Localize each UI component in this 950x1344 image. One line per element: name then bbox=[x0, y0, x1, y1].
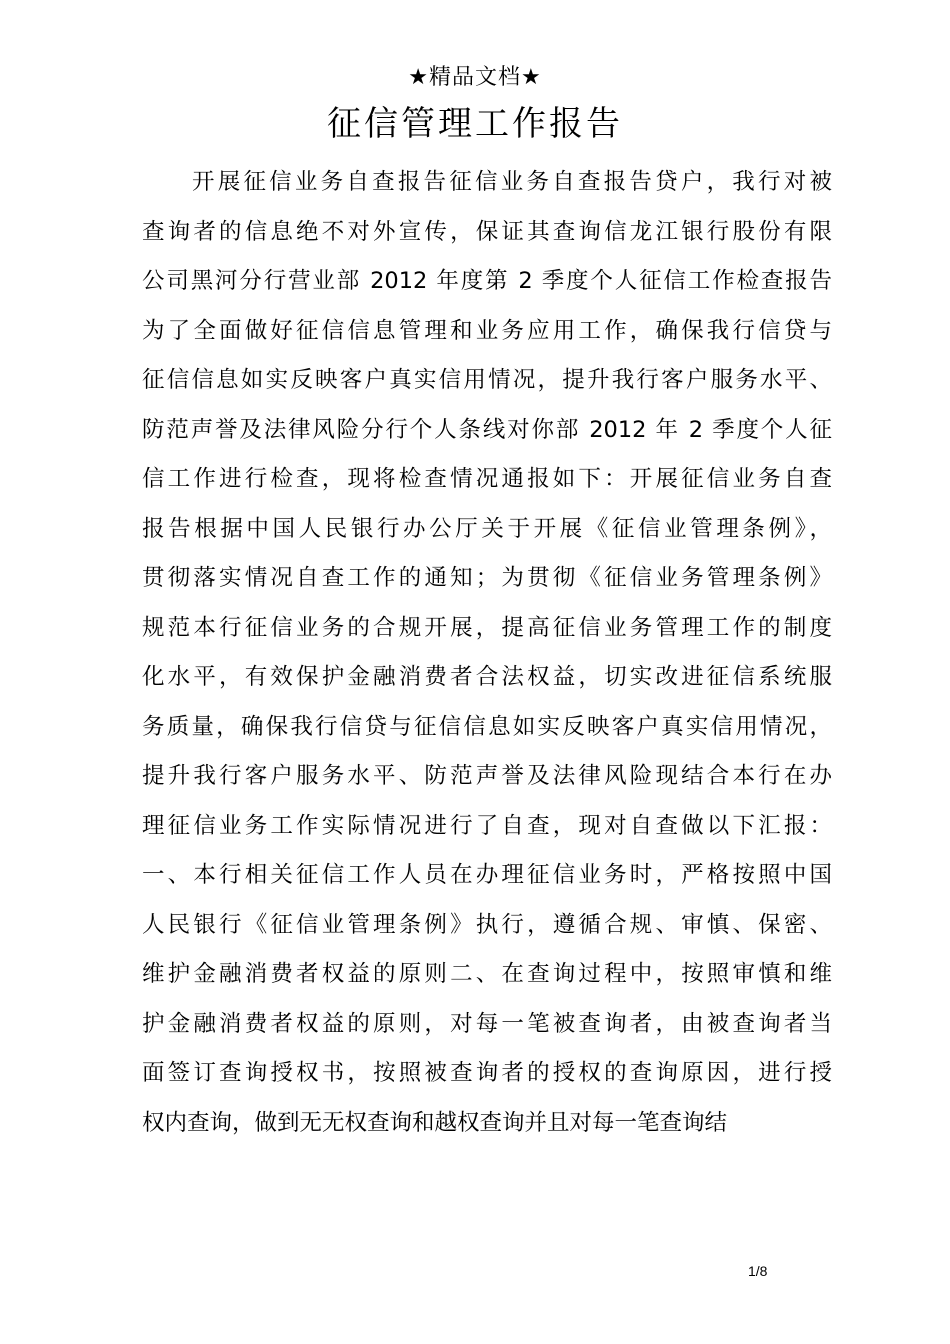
body-line: 报告根据中国人民银行办公厅关于开展《征信业管理条例》， bbox=[142, 515, 832, 542]
body-line: 面签订查询授权书，按照被查询者的授权的查询原因，进行授 bbox=[142, 1060, 832, 1086]
body-line: 开展征信业务自查报告征信业务自查报告贷户，我行对被 bbox=[192, 169, 832, 195]
body-line: 权内查询，做到无无权查询和越权查询并且对每一笔查询结 bbox=[142, 1109, 728, 1136]
body-line: 信工作进行检查，现将检查情况通报如下：开展征信业务自查 bbox=[142, 466, 832, 492]
body-line: 理征信业务工作实际情况进行了自查，现对自查做以下汇报： bbox=[142, 812, 832, 839]
document-body bbox=[142, 158, 832, 1148]
body-line: 护金融消费者权益的原则，对每一笔被查询者，由被查询者当 bbox=[142, 1010, 832, 1037]
body-line: 维护金融消费者权益的原则二、在查询过程中，按照审慎和维 bbox=[142, 961, 832, 987]
body-line: 公司黑河分行营业部 2012 年度第 2 季度个人征信工作检查报告 bbox=[142, 268, 832, 294]
body-line: 提升我行客户服务水平、防范声誉及法律风险现结合本行在办 bbox=[142, 763, 832, 789]
header-mark: ★精品文档★ bbox=[408, 65, 542, 90]
body-line: 务质量，确保我行信贷与征信信息如实反映客户真实信用情况， bbox=[142, 713, 832, 740]
page-number: 1/8 bbox=[748, 1263, 768, 1279]
body-line: 规范本行征信业务的合规开展，提高征信业务管理工作的制度 bbox=[142, 614, 832, 641]
body-line: 征信信息如实反映客户真实信用情况，提升我行客户服务水平、 bbox=[142, 367, 832, 393]
body-line: 化水平，有效保护金融消费者合法权益，切实改进征信系统服 bbox=[142, 664, 832, 690]
body-line: 查询者的信息绝不对外宣传，保证其查询信龙江银行股份有限 bbox=[142, 218, 832, 245]
document-title: 征信管理工作报告 bbox=[327, 104, 623, 144]
body-line: 贯彻落实情况自查工作的通知；为贯彻《征信业务管理条例》 bbox=[142, 565, 832, 591]
body-line: 为了全面做好征信信息管理和业务应用工作，确保我行信贷与 bbox=[142, 317, 832, 344]
body-line: 人民银行《征信业管理条例》执行，遵循合规、审慎、保密、 bbox=[142, 911, 832, 938]
body-line: 防范声誉及法律风险分行个人条线对你部 2012 年 2 季度个人征 bbox=[142, 416, 832, 443]
body-line: 一、本行相关征信工作人员在办理征信业务时，严格按照中国 bbox=[142, 862, 832, 888]
